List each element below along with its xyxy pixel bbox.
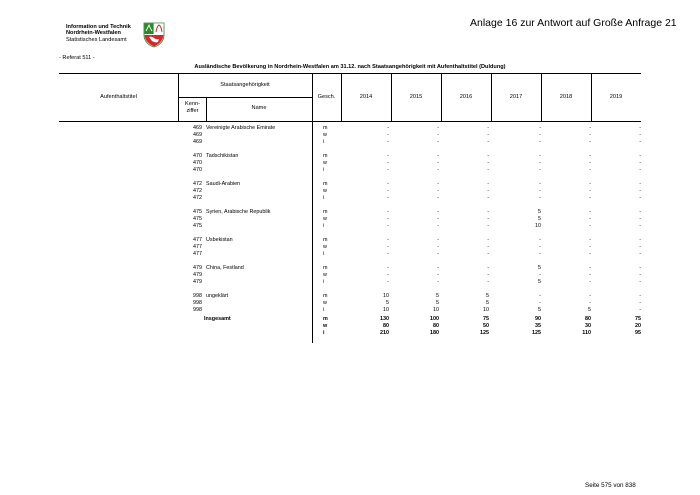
kennziffer-cell: 469 [193, 132, 202, 138]
value-cell: - [387, 244, 389, 250]
value-cell: - [589, 216, 591, 222]
value-cell: - [589, 139, 591, 145]
geschlecht-cell: m [323, 316, 328, 322]
value-cell: - [437, 223, 439, 229]
total-value-cell: 125 [532, 330, 541, 336]
value-cell: - [437, 153, 439, 159]
value-cell: 10 [483, 307, 489, 313]
value-cell: - [539, 132, 541, 138]
value-cell: - [589, 160, 591, 166]
country-name-cell: China, Festland [206, 265, 244, 271]
page-number: Seite 575 von 838 [585, 482, 636, 489]
country-name-cell: Syrien, Arabische Republik [206, 209, 271, 215]
value-cell: - [589, 188, 591, 194]
value-cell: - [387, 265, 389, 271]
geschlecht-cell: m [323, 209, 328, 215]
value-cell: - [387, 181, 389, 187]
value-cell: 5 [538, 209, 541, 215]
value-cell: - [487, 244, 489, 250]
value-cell: - [437, 244, 439, 250]
total-value-cell: 75 [635, 316, 641, 322]
value-cell: - [639, 188, 641, 194]
value-cell: - [539, 125, 541, 131]
kennziffer-cell: 477 [193, 244, 202, 250]
value-cell: - [639, 181, 641, 187]
kennziffer-cell: 477 [193, 251, 202, 257]
col-aufenthaltstitel: Aufenthaltstitel [100, 94, 137, 100]
value-cell: - [539, 244, 541, 250]
value-cell: - [437, 160, 439, 166]
value-cell: - [437, 195, 439, 201]
value-cell: - [387, 139, 389, 145]
kennziffer-cell: 472 [193, 195, 202, 201]
value-cell: - [639, 132, 641, 138]
value-cell: - [437, 251, 439, 257]
geschlecht-cell: i [323, 251, 325, 257]
value-cell: - [639, 272, 641, 278]
value-cell: - [487, 188, 489, 194]
value-cell: 10 [383, 307, 389, 313]
value-cell: - [387, 279, 389, 285]
value-cell: - [387, 237, 389, 243]
value-cell: 5 [538, 279, 541, 285]
value-cell: 5 [538, 216, 541, 222]
value-cell: 5 [538, 265, 541, 271]
value-cell: - [437, 265, 439, 271]
geschlecht-cell: m [323, 265, 328, 271]
geschlecht-cell: m [323, 181, 328, 187]
value-cell: - [539, 293, 541, 299]
total-value-cell: 30 [585, 323, 591, 329]
value-cell: - [639, 223, 641, 229]
geschlecht-cell: i [323, 195, 325, 201]
value-cell: - [589, 293, 591, 299]
value-cell: - [639, 265, 641, 271]
value-cell: - [487, 209, 489, 215]
col-year-2015: 2015 [409, 94, 423, 100]
value-cell: - [487, 265, 489, 271]
value-cell: - [589, 244, 591, 250]
value-cell: - [437, 209, 439, 215]
value-cell: - [589, 167, 591, 173]
total-value-cell: 95 [635, 330, 641, 336]
col-year-2017: 2017 [509, 94, 523, 100]
total-value-cell: 80 [433, 323, 439, 329]
value-cell: 5 [486, 293, 489, 299]
value-cell: - [437, 167, 439, 173]
col-staatsangehoerigkeit: Staatsangehörigkeit [220, 82, 270, 88]
value-cell: - [589, 153, 591, 159]
value-cell: - [589, 181, 591, 187]
value-cell: - [539, 153, 541, 159]
kennziffer-cell: 477 [193, 237, 202, 243]
kennziffer-cell: 479 [193, 265, 202, 271]
value-cell: - [487, 139, 489, 145]
kennziffer-cell: 998 [193, 293, 202, 299]
country-name-cell: Saudi-Arabien [206, 181, 241, 187]
value-cell: - [387, 195, 389, 201]
kennziffer-cell: 470 [193, 160, 202, 166]
value-cell: - [437, 216, 439, 222]
value-cell: 5 [486, 300, 489, 306]
total-value-cell: 100 [430, 316, 439, 322]
value-cell: - [639, 209, 641, 215]
total-value-cell: 80 [585, 316, 591, 322]
value-cell: - [487, 237, 489, 243]
kennziffer-cell: 469 [193, 125, 202, 131]
country-name-cell: Tadschikistan [206, 153, 239, 159]
total-value-cell: 35 [535, 323, 541, 329]
col-year-2016: 2016 [459, 94, 473, 100]
geschlecht-cell: w [323, 188, 327, 194]
value-cell: - [639, 300, 641, 306]
value-cell: - [639, 160, 641, 166]
value-cell: - [639, 293, 641, 299]
value-cell: - [387, 216, 389, 222]
value-cell: - [539, 181, 541, 187]
value-cell: - [487, 195, 489, 201]
geschlecht-cell: i [323, 330, 325, 336]
total-value-cell: 180 [430, 330, 439, 336]
value-cell: - [639, 279, 641, 285]
value-cell: - [387, 251, 389, 257]
total-value-cell: 125 [480, 330, 489, 336]
value-cell: 5 [436, 300, 439, 306]
value-cell: - [589, 132, 591, 138]
kennziffer-cell: 998 [193, 307, 202, 313]
country-name-cell: Vereinigte Arabische Emirate [206, 125, 276, 131]
total-value-cell: 50 [483, 323, 489, 329]
col-kennziffer: Kenn- ziffer [185, 101, 200, 114]
value-cell: - [387, 125, 389, 131]
geschlecht-cell: i [323, 307, 325, 313]
total-value-cell: 90 [535, 316, 541, 322]
kennziffer-cell: 475 [193, 223, 202, 229]
value-cell: - [487, 167, 489, 173]
value-cell: - [437, 125, 439, 131]
value-cell: - [387, 153, 389, 159]
value-cell: - [639, 167, 641, 173]
geschlecht-cell: m [323, 125, 328, 131]
kennziffer-cell: 475 [193, 209, 202, 215]
value-cell: - [539, 251, 541, 257]
geschlecht-cell: w [323, 132, 327, 138]
value-cell: - [639, 307, 641, 313]
value-cell: - [437, 139, 439, 145]
geschlecht-cell: i [323, 279, 325, 285]
total-value-cell: 210 [380, 330, 389, 336]
geschlecht-cell: i [323, 223, 325, 229]
value-cell: - [589, 223, 591, 229]
total-value-cell: 110 [582, 330, 591, 336]
kennziffer-cell: 479 [193, 279, 202, 285]
table-title: Ausländische Bevölkerung in Nordrhein-Westfalen am 31.12. nach Staatsangehörigkeit mit Aufenthaltstitel (Duldung) [194, 64, 506, 70]
value-cell: - [639, 125, 641, 131]
geschlecht-cell: m [323, 153, 328, 159]
value-cell: - [539, 167, 541, 173]
geschlecht-cell: w [323, 323, 328, 329]
kennziffer-cell: 475 [193, 216, 202, 222]
geschlecht-cell: m [323, 293, 328, 299]
country-name-cell: Usbekistan [206, 237, 233, 243]
total-value-cell: 75 [483, 316, 489, 322]
country-name-cell: ungeklärt [206, 293, 229, 299]
value-cell: - [487, 251, 489, 257]
kennziffer-cell: 470 [193, 153, 202, 159]
total-label: Insgesamt [204, 316, 231, 322]
value-cell: - [387, 188, 389, 194]
geschlecht-cell: w [323, 160, 327, 166]
value-cell: - [437, 132, 439, 138]
geschlecht-cell: i [323, 167, 325, 173]
geschlecht-cell: w [323, 300, 327, 306]
value-cell: - [387, 272, 389, 278]
total-value-cell: 80 [383, 323, 389, 329]
value-cell: - [589, 195, 591, 201]
value-cell: - [589, 125, 591, 131]
value-cell: - [437, 188, 439, 194]
value-cell: - [437, 181, 439, 187]
referat-label: - Referat 511 - [59, 55, 95, 61]
value-cell: - [639, 195, 641, 201]
kennziffer-cell: 472 [193, 188, 202, 194]
value-cell: - [487, 125, 489, 131]
col-year-2014: 2014 [359, 94, 373, 100]
total-value-cell: 130 [380, 316, 389, 322]
value-cell: - [539, 139, 541, 145]
org-line-2: Nordrhein-Westfalen [66, 30, 121, 37]
value-cell: - [487, 160, 489, 166]
col-geschlecht: Gesch. [317, 94, 336, 100]
value-cell: - [487, 223, 489, 229]
org-line-3: Statistisches Landesamt [66, 36, 127, 43]
nrw-crest-icon [143, 22, 165, 48]
value-cell: - [437, 272, 439, 278]
value-cell: - [387, 160, 389, 166]
col-name: Name [251, 105, 267, 111]
geschlecht-cell: w [323, 216, 327, 222]
value-cell: - [639, 251, 641, 257]
value-cell: - [639, 216, 641, 222]
kennziffer-cell: 998 [193, 300, 202, 306]
col-year-2018: 2018 [559, 94, 573, 100]
org-line-1: Information und Technik [66, 24, 131, 30]
value-cell: 10 [433, 307, 439, 313]
value-cell: - [589, 209, 591, 215]
value-cell: - [387, 223, 389, 229]
kennziffer-cell: 472 [193, 181, 202, 187]
geschlecht-cell: i [323, 139, 325, 145]
value-cell: - [639, 153, 641, 159]
total-value-cell: 20 [635, 323, 641, 329]
value-cell: - [589, 265, 591, 271]
value-cell: - [539, 195, 541, 201]
kennziffer-cell: 469 [193, 139, 202, 145]
value-cell: 5 [588, 307, 591, 313]
value-cell: - [487, 272, 489, 278]
value-cell: - [589, 251, 591, 257]
value-cell: - [387, 167, 389, 173]
value-cell: - [539, 160, 541, 166]
value-cell: - [639, 237, 641, 243]
value-cell: - [437, 279, 439, 285]
value-cell: - [387, 209, 389, 215]
value-cell: - [639, 244, 641, 250]
value-cell: - [589, 279, 591, 285]
value-cell: - [589, 237, 591, 243]
value-cell: - [487, 216, 489, 222]
geschlecht-cell: m [323, 237, 328, 243]
value-cell: - [589, 272, 591, 278]
value-cell: 10 [383, 293, 389, 299]
value-cell: - [539, 300, 541, 306]
value-cell: 5 [538, 307, 541, 313]
value-cell: - [487, 153, 489, 159]
value-cell: - [387, 132, 389, 138]
org-name [66, 24, 131, 43]
col-year-2019: 2019 [609, 94, 623, 100]
value-cell: - [487, 181, 489, 187]
value-cell: 5 [386, 300, 389, 306]
kennziffer-cell: 470 [193, 167, 202, 173]
document-reference: Anlage 16 zur Antwort auf Große Anfrage 21 [470, 17, 677, 29]
value-cell: 10 [535, 223, 541, 229]
value-cell: - [487, 132, 489, 138]
geschlecht-cell: w [323, 244, 327, 250]
value-cell: - [539, 237, 541, 243]
value-cell: - [639, 139, 641, 145]
value-cell: - [589, 300, 591, 306]
value-cell: 5 [436, 293, 439, 299]
geschlecht-cell: w [323, 272, 327, 278]
value-cell: - [437, 237, 439, 243]
value-cell: - [539, 188, 541, 194]
value-cell: - [487, 279, 489, 285]
kennziffer-cell: 479 [193, 272, 202, 278]
value-cell: - [539, 272, 541, 278]
